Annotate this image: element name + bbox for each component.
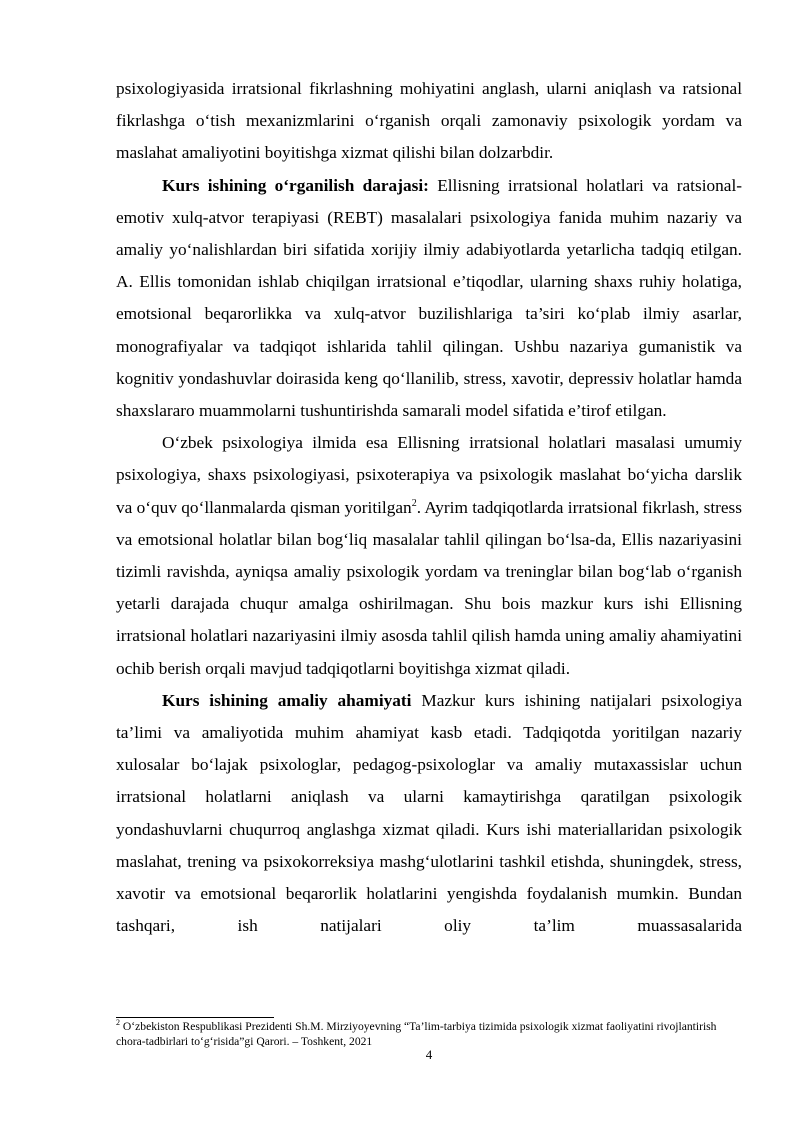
footnote-reference[interactable]: 2	[411, 497, 417, 509]
page-number: 4	[425, 1047, 433, 1062]
footnote-number: 2	[116, 1018, 120, 1028]
practical-significance-heading: Kurs ishining amaliy ahamiyati	[162, 690, 412, 710]
paragraph-uzbek-psychology	[116, 427, 742, 685]
uzbek-text-part2: . Ayrim tadqiqotlarda irratsional fikrlash, stress va emotsional holatlar bilan bog‘liq masalalar tahlil qilingan bo‘lsa-da, Ellis nazariyasini tizimli ravishda, ayniqsa amaliy psixologik yordam va treninglar bilan bog‘lab o‘rganish yetarli darajada chuqur amalga oshirilmagan. Shu bois mazkur kurs ishi Ellisning irratsional holatlari nazariyasini ilmiy asosda tahlil qilish hamda uning amaliy ahamiyatini ochib berish orqali mavjud tadqiqotlarni boyitishga xizmat qiladi.	[116, 497, 743, 678]
footnote	[116, 1019, 746, 1049]
intro-text: psixologiyasida irratsional fikrlashning mohiyatini anglash, ularni aniqlash va ratsional fikrlashga o‘tish mexanizmlarini o‘rganish orqali zamonaviy psixologik yordam va maslahat amaliyotini boyitishga xizmat qilishi bilan dolzarbdir.	[116, 79, 742, 163]
practical-significance-text: Mazkur kurs ishining natijalari psixologiya ta’limi va amaliyotida muhim ahamiyat kasb etadi. Tadqiqotda yoritilgan nazariy xulosalar bo‘lajak psixologlar, pedagog-psixologlar va amaliy mutaxassislar uchun irratsional holatlarni aniqlash va ularni kamaytirishga qaratilgan psixologik yondashuvlarni chuqurroq anglashga xizmat qiladi. Kurs ishi materiallaridan psixologik maslahat, trening va psixokorreksiya mashg‘ulotlarini tashkil etishda, shuningdek, stress, xavotir va emotsional beqarorlik holatlarini yengishda foydalanish mumkin. Bundan tashqari, ish natijalari oliy ta’lim muassasalarida	[116, 690, 742, 936]
paragraph-intro	[116, 73, 742, 170]
footnote-divider	[116, 1017, 274, 1018]
footnote-text: O‘zbekiston Respublikasi Prezidenti Sh.M. Mirziyoyevning “Ta’lim-tarbiya tizimida psixologik xizmat faoliyatini rivojlantirish chora-tadbirlari to‘g‘risida”gi Qarori. – Toshkent, 2021	[116, 1020, 717, 1048]
study-level-heading: Kurs ishining o‘rganilish darajasi:	[162, 175, 429, 195]
paragraph-study-level	[116, 170, 742, 428]
body-text	[116, 73, 742, 942]
study-level-text: Ellisning irratsional holatlari va ratsional-emotiv xulq-atvor terapiyasi (REBT) masalalari psixologiya fanida muhim nazariy va amaliy yo‘nalishlardan biri sifatida xorijiy ilmiy adabiyotlarda yetarlicha tadqiq etilgan. A. Ellis tomonidan ishlab chiqilgan irratsional e’tiqodlar, ularning shaxs ruhiy holatiga, emotsional beqarorlikka va xulq-atvor buzilishlariga ta’siri ko‘plab ilmiy asarlar, monografiyalar va tadqiqot ishlarida tahlil qilingan. Ushbu nazariya gumanistik va kognitiv yondashuvlar doirasida keng qo‘llanilib, stress, xavotir, depressiv holatlar hamda shaxslararo muammolarni tushuntirishda samarali model sifatida e’tirof etilgan.	[116, 175, 742, 421]
paragraph-practical-significance	[116, 685, 742, 943]
uzbek-text-part1: O‘zbek psixologiya ilmida esa Ellisning irratsional holatlari masalasi umumiy psixologiya, shaxs psixologiyasi, psixoterapiya va psixologik maslahat bo‘yicha darslik va o‘quv qo‘llanmalarda qisman yoritilgan	[116, 433, 742, 517]
